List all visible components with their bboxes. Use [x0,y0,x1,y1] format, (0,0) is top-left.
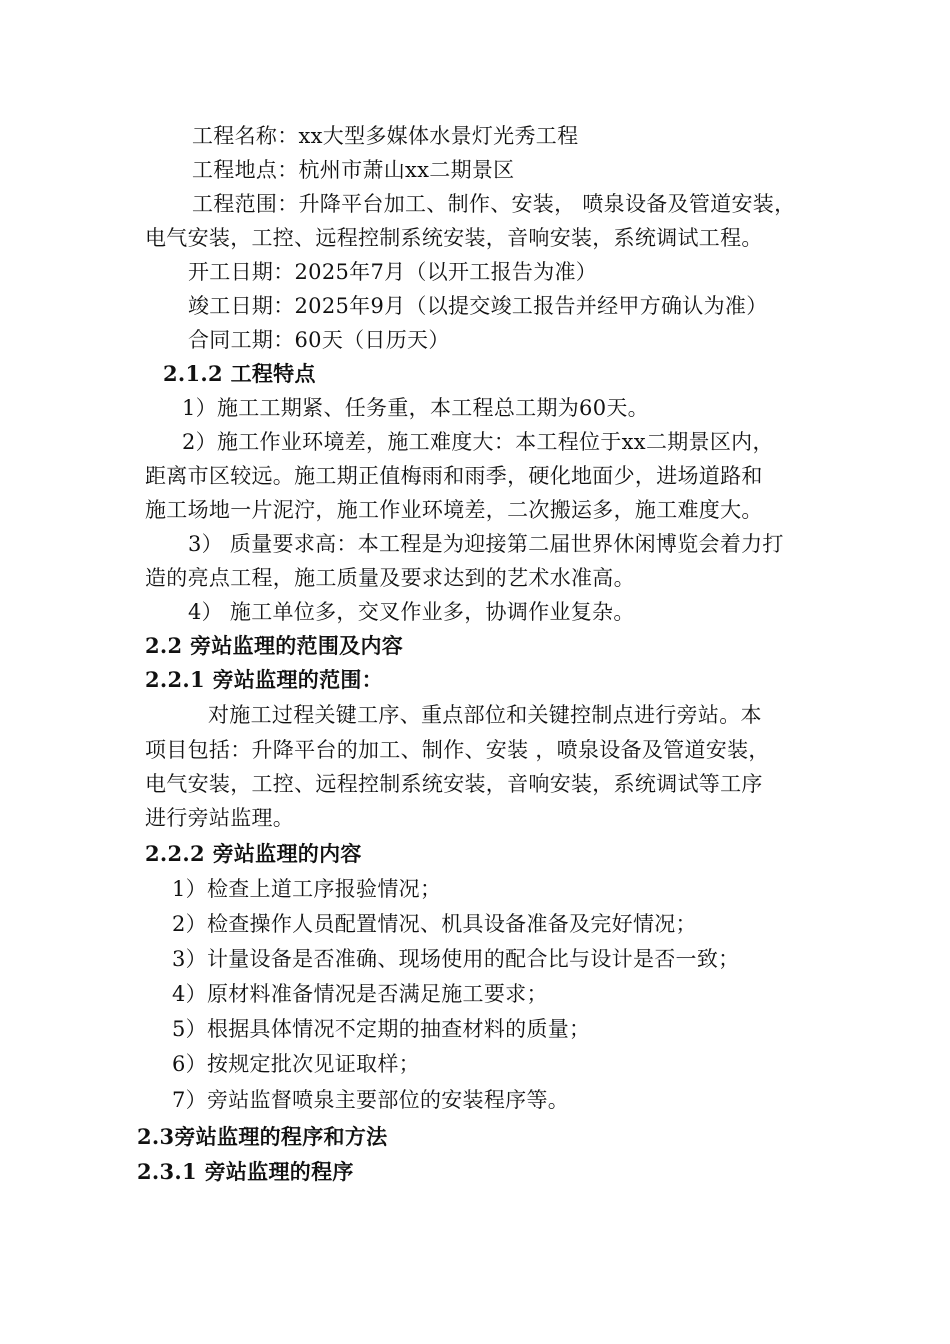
project-name-line: 工程名称：xx大型多媒体水景灯光秀工程 [192,124,579,148]
content-item: 4）原材料准备情况是否满足施工要求； [172,982,548,1006]
feature-item-3-line-2: 造的亮点工程，施工质量及要求达到的艺术水准高。 [145,566,635,590]
scope-paragraph-line-3: 电气安装，工控、远程控制系统安装，音响安装，系统调试等工序 [145,772,763,796]
scope-paragraph-line-4: 进行旁站监理。 [145,806,295,830]
feature-item-2-line-1: 2）施工作业环境差，施工难度大：本工程位于xx二期景区内， [182,430,774,454]
start-date-line: 开工日期：2025年7月（以开工报告为准） [188,260,598,284]
content-item: 5）根据具体情况不定期的抽查材料的质量； [172,1017,591,1041]
feature-item-4: 4） 施工单位多，交叉作业多，协调作业复杂。 [188,600,635,624]
heading-2-2-2: 2.2.2 旁站监理的内容 [145,841,362,866]
content-item: 7）旁站监督喷泉主要部位的安装程序等。 [172,1088,570,1112]
content-item: 6）按规定批次见证取样； [172,1052,420,1076]
scope-paragraph-line-2: 项目包括：升降平台的加工、制作、安装 ，喷泉设备及管道安装， [145,738,770,762]
project-location-line: 工程地点：杭州市萧山xx二期景区 [192,158,515,182]
heading-2-3: 2.3旁站监理的程序和方法 [137,1124,388,1149]
completion-date-line: 竣工日期：2025年9月（以提交竣工报告并经甲方确认为准） [188,294,768,318]
content-item: 2）检查操作人员配置情况、机具设备准备及完好情况； [172,912,697,936]
heading-2-1-2: 2.1.2 工程特点 [163,361,316,386]
scope-paragraph-line-1: 对施工过程关键工序、重点部位和关键控制点进行旁站。本 [208,703,762,727]
feature-item-3-line-1: 3） 质量要求高：本工程是为迎接第二届世界休闲博览会着力打 [188,532,784,556]
content-item: 1）检查上道工序报验情况； [172,877,442,901]
heading-2-2-1: 2.2.1 旁站监理的范围： [145,667,383,692]
heading-2-3-1: 2.3.1 旁站监理的程序 [137,1159,354,1184]
feature-item-1: 1）施工工期紧、任务重，本工程总工期为60天。 [182,396,649,420]
project-scope-line-2: 电气安装，工控、远程控制系统安装，音响安装，系统调试工程。 [145,226,763,250]
feature-item-2-line-2: 距离市区较远。施工期正值梅雨和雨季，硬化地面少，进场道路和 [145,464,763,488]
heading-2-2: 2.2 旁站监理的范围及内容 [145,633,404,658]
contract-duration-line: 合同工期：60天（日历天） [188,328,450,352]
content-item: 3）计量设备是否准确、现场使用的配合比与设计是否一致； [172,947,740,971]
project-scope-line-1: 工程范围：升降平台加工、制作、安装， 喷泉设备及管道安装， [192,192,796,216]
feature-item-2-line-3: 施工场地一片泥泞，施工作业环境差，二次搬运多，施工难度大。 [145,498,763,522]
